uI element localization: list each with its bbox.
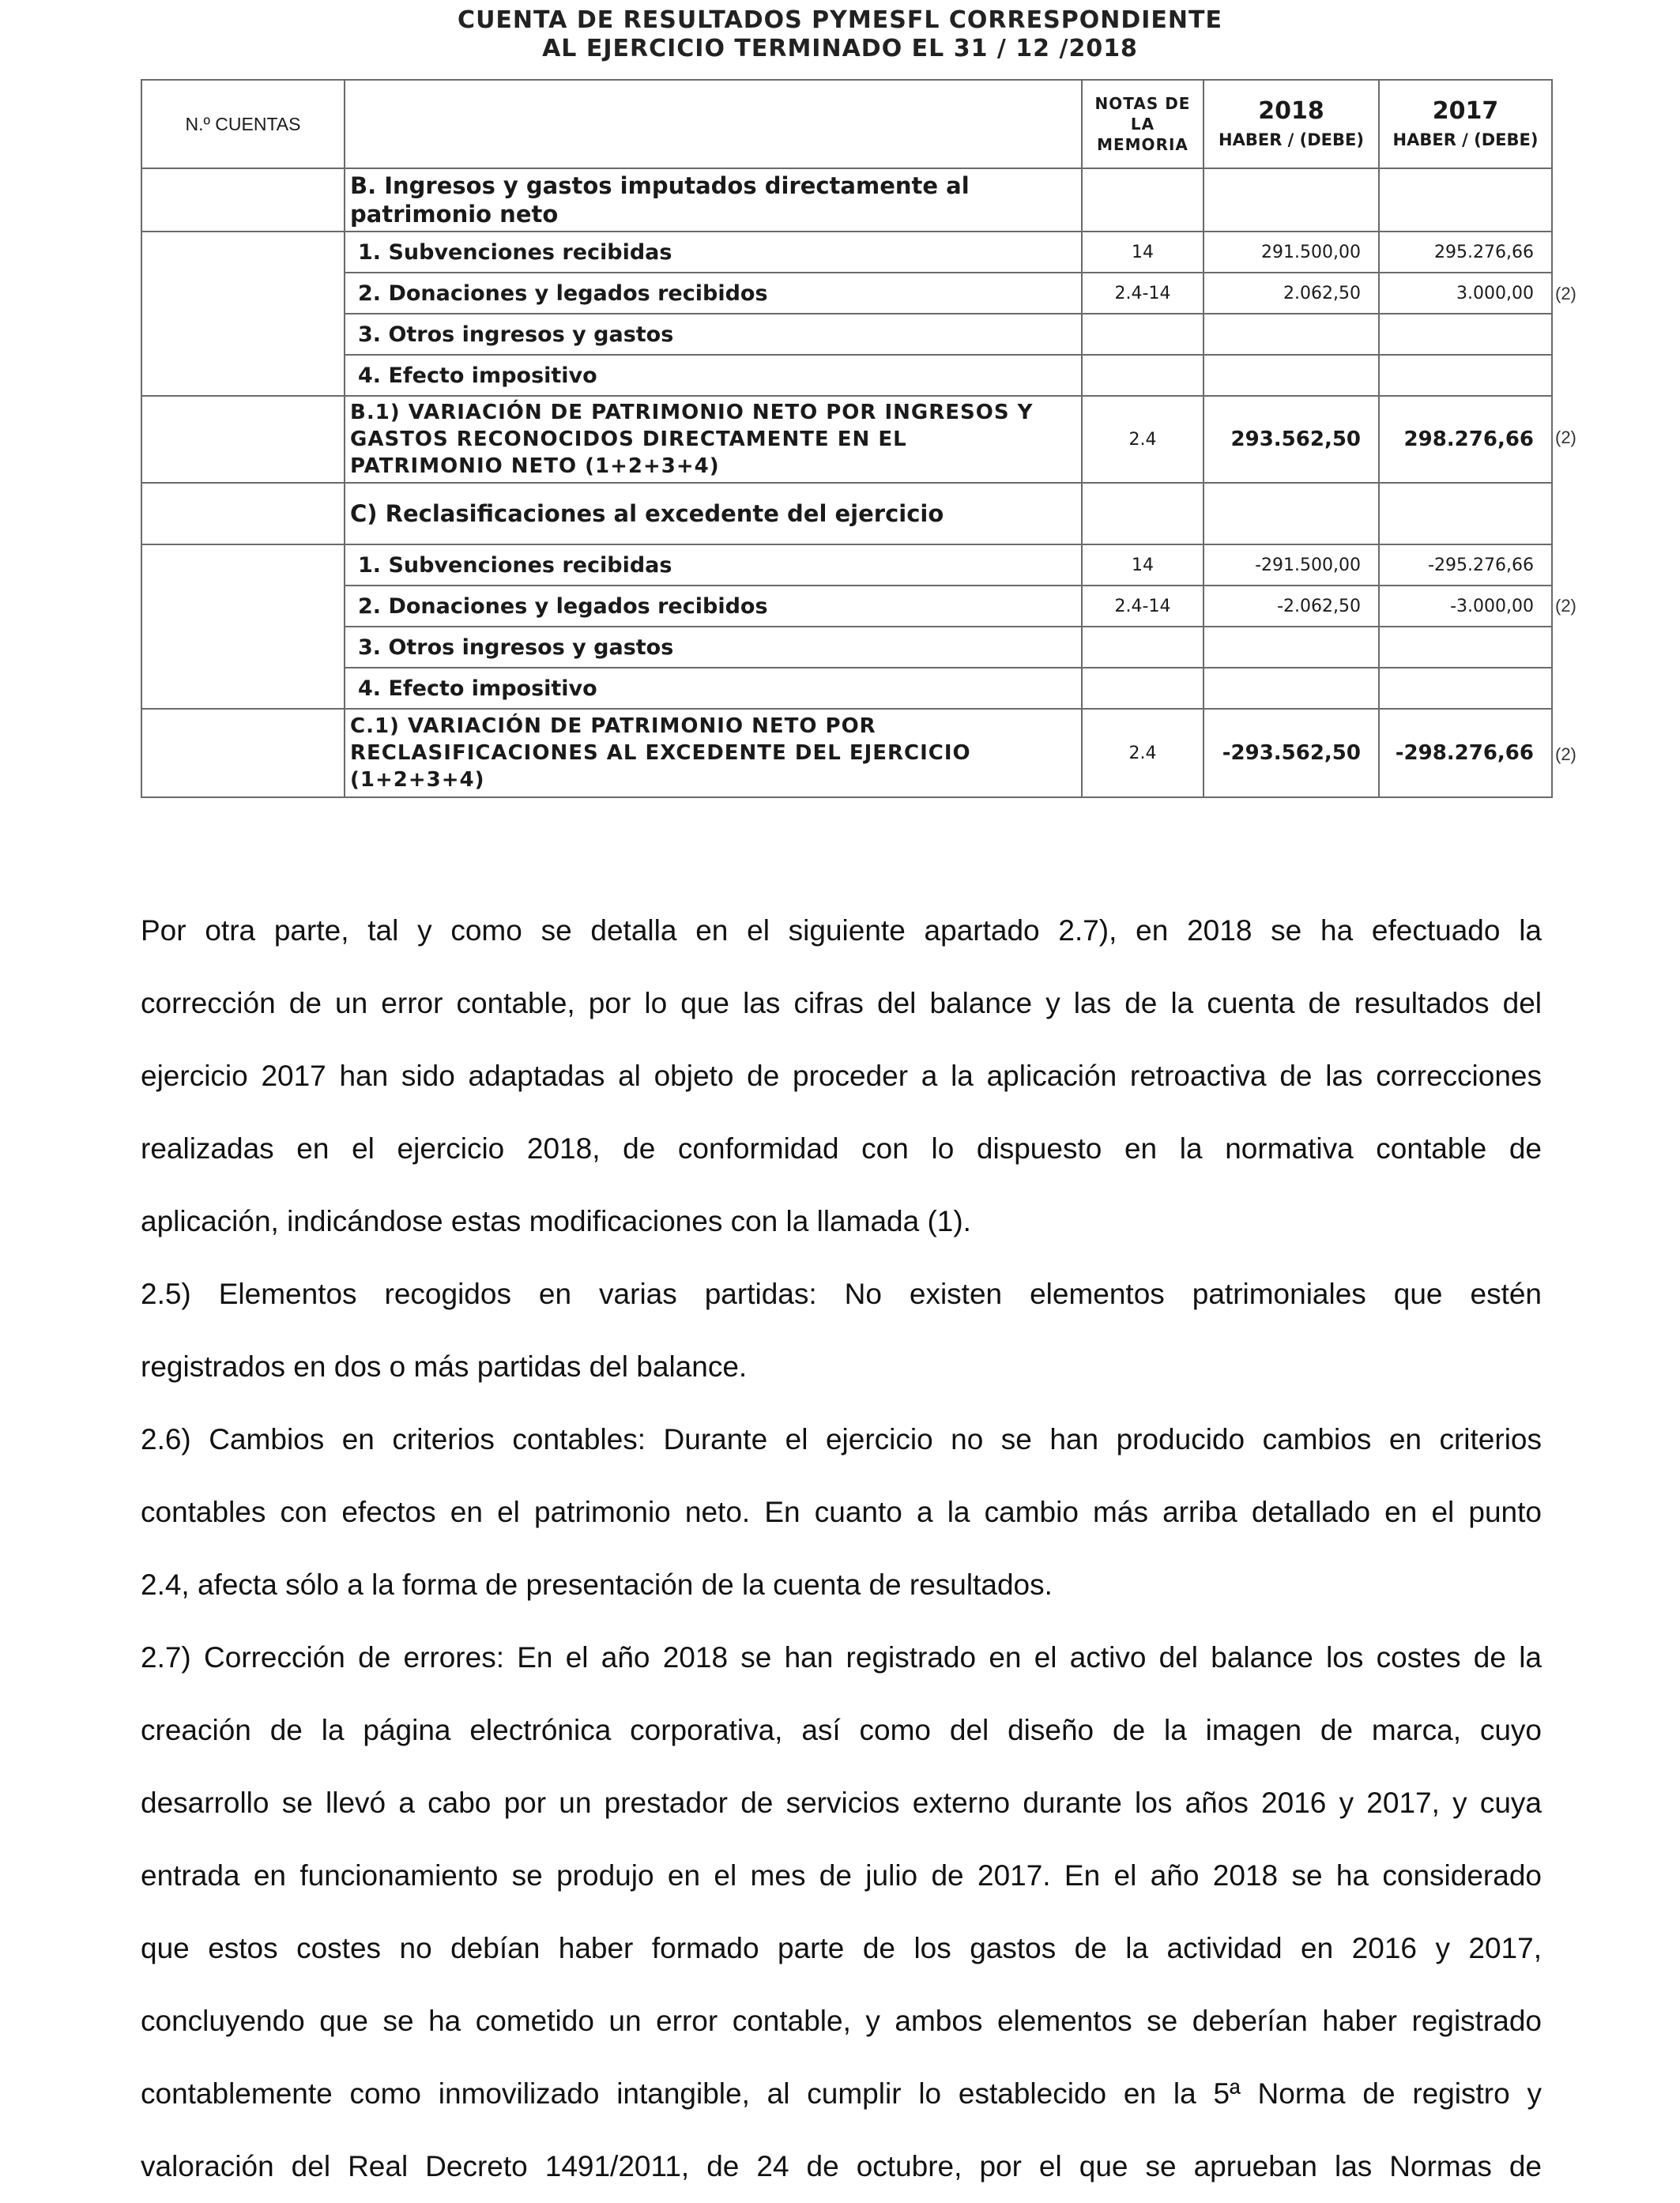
text-line: corrección de un error contable, por lo que las cifras del balance y las de la cuenta de resultados del <box>141 987 1542 1019</box>
row-label: 3. Otros ingresos y gastos <box>345 314 1082 355</box>
header-year-2018 <box>1203 80 1379 168</box>
nota-cell <box>1082 314 1203 355</box>
text-line-last: registrados en dos o más partidas del balance. <box>141 1350 748 1383</box>
total-c1-label <box>345 709 1082 797</box>
value-2017-cell: -298.276,66 <box>1379 709 1552 797</box>
value-2018-cell <box>1203 168 1379 232</box>
table-row <box>141 273 1552 314</box>
value-2018-cell: 2.062,50 <box>1203 273 1379 314</box>
nota-cell <box>1082 668 1203 709</box>
value-2017-cell <box>1379 627 1552 668</box>
value-2018-cell: -291.500,00 <box>1203 544 1379 586</box>
text-line: valoración del Real Decreto 1491/2011, de 24 de octubre, por el que se aprueban las Normas de <box>141 2150 1542 2182</box>
row-label: 4. Efecto impositivo <box>345 668 1082 709</box>
table-header-row <box>141 80 1552 168</box>
header-year-2017 <box>1379 80 1552 168</box>
header-haber-2018: HABER / (DEBE) <box>1219 130 1364 149</box>
row-label: 1. Subvenciones recibidas <box>345 544 1082 586</box>
table-row <box>141 586 1552 627</box>
table-row <box>141 544 1552 586</box>
text-line: realizadas en el ejercicio 2018, de conformidad con lo dispuesto en la normativa contable de <box>141 1132 1542 1165</box>
header-year-2018-label: 2018 <box>1258 97 1324 125</box>
value-2018-cell <box>1203 355 1379 396</box>
header-notas-line-1: NOTAS DE <box>1094 94 1191 113</box>
cuenta-cell <box>141 168 345 232</box>
section-b-line-1: B. Ingresos y gastos imputados directamente al <box>350 172 970 199</box>
table-row <box>141 314 1552 355</box>
text-line: contablemente como inmovilizado intangible, al cumplir lo establecido en la 5ª Norma de registro y <box>141 2077 1542 2110</box>
nota-cell: 2.4 <box>1082 396 1203 483</box>
value-2017-cell <box>1379 483 1552 544</box>
header-notas-line-3: MEMORIA <box>1097 135 1188 154</box>
row-label: 2. Donaciones y legados recibidos <box>345 273 1082 314</box>
total-c1-line-2: RECLASIFICACIONES AL EXCEDENTE DEL EJERCICIO <box>350 741 971 765</box>
section-b-line-2: patrimonio neto <box>350 201 559 228</box>
cuenta-cell <box>141 232 345 396</box>
table-row <box>141 168 1552 232</box>
total-b1-line-3: PATRIMONIO NETO (1+2+3+4) <box>350 454 720 478</box>
nota-cell: 14 <box>1082 544 1203 586</box>
row-label: 1. Subvenciones recibidas <box>345 232 1082 273</box>
value-2017-cell: 295.276,66 <box>1379 232 1552 273</box>
value-2018-cell: -293.562,50 <box>1203 709 1379 797</box>
header-cuentas: N.º CUENTAS <box>141 80 345 168</box>
section-c-label: C) Reclasificaciones al excedente del ejercicio <box>345 483 1082 544</box>
value-2017-cell <box>1379 168 1552 232</box>
cuenta-cell <box>141 544 345 709</box>
text-line: ejercicio 2017 han sido adaptadas al objeto de proceder a la aplicación retroactiva de las correcciones <box>141 1060 1542 1092</box>
cuenta-cell <box>141 483 345 544</box>
nota-cell: 2.4-14 <box>1082 586 1203 627</box>
reference-marker: (2) <box>1555 427 1576 447</box>
header-haber-2017: HABER / (DEBE) <box>1392 130 1539 149</box>
report-title-line-1: CUENTA DE RESULTADOS PYMESFL CORRESPONDIENTE <box>458 6 1222 34</box>
nota-cell <box>1082 483 1203 544</box>
text-line: creación de la página electrónica corporativa, así como del diseño de la imagen de marca, cuyo <box>141 1714 1542 1746</box>
total-b1-line-1: B.1) VARIACIÓN DE PATRIMONIO NETO POR INGRESOS Y <box>350 401 1034 424</box>
text-line: desarrollo se llevó a cabo por un prestador de servicios externo durante los años 2016 y 2017, y cuya <box>141 1787 1542 1819</box>
cuenta-cell <box>141 709 345 797</box>
value-2018-cell: 293.562,50 <box>1203 396 1379 483</box>
cuenta-cell <box>141 396 345 483</box>
text-line-last: aplicación, indicándose estas modificaciones con la llamada (1). <box>141 1205 971 1237</box>
table-row <box>141 232 1552 273</box>
value-2017-cell: -295.276,66 <box>1379 544 1552 586</box>
text-line: 2.5) Elementos recogidos en varias partidas: No existen elementos patrimoniales que estén <box>141 1278 1542 1310</box>
header-year-2017-label: 2017 <box>1432 97 1499 125</box>
text-line: concluyendo que se ha cometido un error contable, y ambos elementos se deberían haber registrado <box>141 2005 1542 2037</box>
table-row <box>141 396 1552 483</box>
row-label: 4. Efecto impositivo <box>345 355 1082 396</box>
total-b1-label <box>345 396 1082 483</box>
body-text <box>141 894 1542 2203</box>
text-line-last: 2.4, afecta sólo a la forma de presentación de la cuenta de resultados. <box>141 1568 1053 1601</box>
value-2018-cell <box>1203 668 1379 709</box>
nota-cell <box>1082 355 1203 396</box>
text-line: 2.7) Corrección de errores: En el año 2018 se han registrado en el activo del balance los costes de la <box>141 1641 1542 1674</box>
report-title-line-2: AL EJERCICIO TERMINADO EL 31 / 12 /2018 <box>542 35 1138 62</box>
reference-marker: (2) <box>1555 596 1576 616</box>
text-line: 2.6) Cambios en criterios contables: Durante el ejercicio no se han producido cambios en criterios <box>141 1423 1542 1455</box>
header-notas-line-2: LA <box>1130 115 1155 134</box>
table-row <box>141 668 1552 709</box>
section-b-label <box>345 168 1082 232</box>
text-line: entrada en funcionamiento se produjo en el mes de julio de 2017. En el año 2018 se ha considerado <box>141 1859 1542 1892</box>
header-notas <box>1082 80 1203 168</box>
value-2018-cell: 291.500,00 <box>1203 232 1379 273</box>
total-c1-line-1: C.1) VARIACIÓN DE PATRIMONIO NETO POR <box>350 714 876 738</box>
text-line: que estos costes no debían haber formado parte de los gastos de la actividad en 2016 y 2017, <box>141 1932 1542 1964</box>
nota-cell: 2.4-14 <box>1082 273 1203 314</box>
header-concept <box>345 80 1082 168</box>
nota-cell: 2.4 <box>1082 709 1203 797</box>
table-row <box>141 483 1552 544</box>
row-label: 2. Donaciones y legados recibidos <box>345 586 1082 627</box>
value-2017-cell <box>1379 355 1552 396</box>
value-2018-cell <box>1203 483 1379 544</box>
results-table <box>141 79 1553 798</box>
total-b1-line-2: GASTOS RECONOCIDOS DIRECTAMENTE EN EL <box>350 427 907 451</box>
value-2017-cell: 298.276,66 <box>1379 396 1552 483</box>
value-2018-cell <box>1203 627 1379 668</box>
value-2018-cell <box>1203 314 1379 355</box>
nota-cell <box>1082 627 1203 668</box>
nota-cell <box>1082 168 1203 232</box>
text-line: Por otra parte, tal y como se detalla en el siguiente apartado 2.7), en 2018 se ha efectuado la <box>141 914 1542 947</box>
table-row <box>141 709 1552 797</box>
value-2017-cell <box>1379 668 1552 709</box>
total-c1-line-3: (1+2+3+4) <box>350 768 485 792</box>
value-2018-cell: -2.062,50 <box>1203 586 1379 627</box>
table-row <box>141 355 1552 396</box>
text-line: contables con efectos en el patrimonio neto. En cuanto a la cambio más arriba detallado en el punto <box>141 1496 1542 1528</box>
nota-cell: 14 <box>1082 232 1203 273</box>
table-row <box>141 627 1552 668</box>
row-label: 3. Otros ingresos y gastos <box>345 627 1082 668</box>
reference-marker: (2) <box>1555 744 1576 764</box>
value-2017-cell: 3.000,00 <box>1379 273 1552 314</box>
reference-marker: (2) <box>1555 284 1576 303</box>
value-2017-cell: -3.000,00 <box>1379 586 1552 627</box>
value-2017-cell <box>1379 314 1552 355</box>
